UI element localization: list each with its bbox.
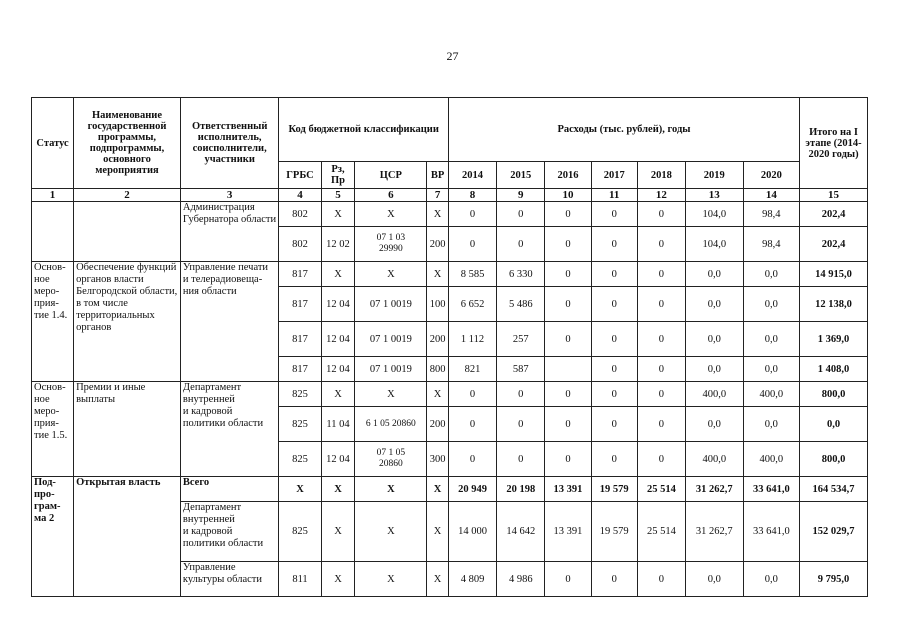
header-year: 2018 [637, 162, 685, 189]
value-cell: 0 [591, 202, 637, 227]
responsible-cell: Управление культуры области [180, 562, 279, 597]
total-cell: 12 138,0 [800, 287, 868, 322]
rz-pr-cell: 12 04 [321, 287, 355, 322]
header-status: Статус [32, 98, 74, 189]
value-cell: 0,0 [686, 287, 744, 322]
grbs-cell: 802 [279, 202, 321, 227]
rz-pr-cell: Х [321, 262, 355, 287]
value-cell: 0 [497, 442, 545, 477]
grbs-cell: 825 [279, 502, 321, 562]
column-number: 2 [74, 189, 181, 202]
value-cell: 400,0 [743, 442, 800, 477]
value-cell: 0 [637, 202, 685, 227]
value-cell: 0,0 [743, 262, 800, 287]
value-cell: 25 514 [637, 502, 685, 562]
rz-pr-cell: 12 02 [321, 227, 355, 262]
rz-pr-cell: Х [321, 202, 355, 227]
value-cell: 0 [545, 262, 591, 287]
value-cell: 104,0 [686, 227, 744, 262]
header-row [32, 98, 868, 162]
value-cell: 0 [448, 382, 496, 407]
table-row [32, 262, 868, 287]
value-cell: 0 [545, 382, 591, 407]
value-cell: 0 [591, 357, 637, 382]
table-row [32, 477, 868, 502]
column-number: 12 [637, 189, 685, 202]
csr-cell: Х [355, 477, 427, 502]
value-cell: 0 [637, 262, 685, 287]
value-cell: 0,0 [686, 407, 744, 442]
value-cell: 19 579 [591, 477, 637, 502]
responsible-cell: Всего [180, 477, 279, 502]
value-cell: 0,0 [743, 562, 800, 597]
budget-table [31, 97, 868, 597]
value-cell: 0 [637, 382, 685, 407]
value-cell: 14 000 [448, 502, 496, 562]
header-rz-pr: Рз, Пр [321, 162, 355, 189]
value-cell: 0 [637, 227, 685, 262]
value-cell: 821 [448, 357, 496, 382]
csr-cell: Х [355, 382, 427, 407]
value-cell: 400,0 [743, 382, 800, 407]
value-cell: 0 [497, 202, 545, 227]
value-cell: 0,0 [743, 287, 800, 322]
column-number: 1 [32, 189, 74, 202]
header-budget-code: Код бюджетной классификации [279, 98, 448, 162]
value-cell: 33 641,0 [743, 502, 800, 562]
status-cell: Основ- ное меро- прия- тие 1.5. [32, 382, 74, 477]
csr-cell: Х [355, 262, 427, 287]
column-numbers-row [32, 189, 868, 202]
header-responsible: Ответственный исполнитель, соисполнители, участники [180, 98, 279, 189]
rz-pr-cell: Х [321, 562, 355, 597]
column-number: 8 [448, 189, 496, 202]
value-cell: 0 [545, 442, 591, 477]
page-number: 27 [446, 49, 459, 63]
status-cell: Под- про- грам- ма 2 [32, 477, 74, 597]
csr-cell: 07 1 05 20860 [355, 442, 427, 477]
header-year: 2016 [545, 162, 591, 189]
value-cell: 4 809 [448, 562, 496, 597]
value-cell: 1 112 [448, 322, 496, 357]
value-cell: 0,0 [686, 357, 744, 382]
value-cell: 0 [591, 407, 637, 442]
vr-cell: Х [427, 262, 449, 287]
vr-cell: 200 [427, 322, 449, 357]
responsible-cell: Департамент внутренней и кадровой политики области [180, 502, 279, 562]
name-cell [74, 202, 181, 262]
header-grbs: ГРБС [279, 162, 321, 189]
header-csr: ЦСР [355, 162, 427, 189]
value-cell: 0 [448, 227, 496, 262]
grbs-cell: 817 [279, 357, 321, 382]
value-cell: 0,0 [743, 357, 800, 382]
value-cell: 8 585 [448, 262, 496, 287]
value-cell: 0 [591, 262, 637, 287]
header-year: 2020 [743, 162, 800, 189]
grbs-cell: 825 [279, 442, 321, 477]
total-cell: 202,4 [800, 227, 868, 262]
value-cell: 5 486 [497, 287, 545, 322]
csr-cell: Х [355, 202, 427, 227]
grbs-cell: Х [279, 477, 321, 502]
value-cell: 19 579 [591, 502, 637, 562]
value-cell: 400,0 [686, 382, 744, 407]
value-cell: 0 [591, 287, 637, 322]
column-number: 10 [545, 189, 591, 202]
value-cell: 31 262,7 [686, 502, 744, 562]
total-cell: 800,0 [800, 382, 868, 407]
csr-cell: Х [355, 502, 427, 562]
csr-cell: 07 1 0019 [355, 357, 427, 382]
value-cell: 0,0 [686, 322, 744, 357]
column-number: 11 [591, 189, 637, 202]
csr-cell: 07 1 0019 [355, 287, 427, 322]
column-number: 4 [279, 189, 321, 202]
rz-pr-cell: Х [321, 477, 355, 502]
header-year: 2015 [497, 162, 545, 189]
header-name: Наименование государственной программы, подпрограммы, основного мероприятия [74, 98, 181, 189]
header-year: 2019 [686, 162, 744, 189]
vr-cell: Х [427, 477, 449, 502]
value-cell: 6 330 [497, 262, 545, 287]
header-total: Итого на I этапе (2014-2020 годы) [800, 98, 868, 189]
total-cell: 164 534,7 [800, 477, 868, 502]
grbs-cell: 817 [279, 287, 321, 322]
value-cell: 0 [591, 442, 637, 477]
column-number: 6 [355, 189, 427, 202]
value-cell: 0 [637, 562, 685, 597]
value-cell: 31 262,7 [686, 477, 744, 502]
value-cell: 0 [497, 382, 545, 407]
value-cell: 0 [591, 322, 637, 357]
name-cell: Обеспечение функций органов власти Белгородской области, в том числе территориальных органов [74, 262, 181, 382]
value-cell: 400,0 [686, 442, 744, 477]
name-cell: Премии и иные выплаты [74, 382, 181, 477]
rz-pr-cell: 12 04 [321, 322, 355, 357]
table-row [32, 382, 868, 407]
column-number: 9 [497, 189, 545, 202]
vr-cell: Х [427, 202, 449, 227]
value-cell: 587 [497, 357, 545, 382]
rz-pr-cell: Х [321, 382, 355, 407]
vr-cell: 200 [427, 407, 449, 442]
value-cell: 13 391 [545, 502, 591, 562]
column-number: 7 [427, 189, 449, 202]
column-number: 15 [800, 189, 868, 202]
rz-pr-cell: Х [321, 502, 355, 562]
header-year: 2014 [448, 162, 496, 189]
grbs-cell: 817 [279, 262, 321, 287]
value-cell: 33 641,0 [743, 477, 800, 502]
value-cell [545, 357, 591, 382]
value-cell: 0 [637, 287, 685, 322]
value-cell: 20 198 [497, 477, 545, 502]
column-number: 14 [743, 189, 800, 202]
total-cell: 202,4 [800, 202, 868, 227]
total-cell: 1 408,0 [800, 357, 868, 382]
value-cell: 0 [591, 562, 637, 597]
value-cell: 14 642 [497, 502, 545, 562]
rz-pr-cell: 12 04 [321, 442, 355, 477]
value-cell: 0 [637, 322, 685, 357]
total-cell: 14 915,0 [800, 262, 868, 287]
value-cell: 0 [448, 442, 496, 477]
value-cell: 0 [545, 287, 591, 322]
vr-cell: 800 [427, 357, 449, 382]
vr-cell: 200 [427, 227, 449, 262]
value-cell: 0 [545, 562, 591, 597]
value-cell: 0 [448, 407, 496, 442]
value-cell: 0 [448, 202, 496, 227]
total-cell: 9 795,0 [800, 562, 868, 597]
value-cell: 25 514 [637, 477, 685, 502]
header-year: 2017 [591, 162, 637, 189]
value-cell: 257 [497, 322, 545, 357]
value-cell: 0,0 [743, 407, 800, 442]
value-cell: 98,4 [743, 227, 800, 262]
value-cell: 0,0 [743, 322, 800, 357]
value-cell: 98,4 [743, 202, 800, 227]
vr-cell: 300 [427, 442, 449, 477]
value-cell: 4 986 [497, 562, 545, 597]
value-cell: 0 [497, 407, 545, 442]
status-cell: Основ- ное меро- прия- тие 1.4. [32, 262, 74, 382]
grbs-cell: 817 [279, 322, 321, 357]
value-cell: 0 [545, 202, 591, 227]
value-cell: 0,0 [686, 562, 744, 597]
total-cell: 800,0 [800, 442, 868, 477]
csr-cell: 07 1 0019 [355, 322, 427, 357]
grbs-cell: 811 [279, 562, 321, 597]
csr-cell: Х [355, 562, 427, 597]
csr-cell: 07 1 03 29990 [355, 227, 427, 262]
value-cell: 0 [497, 227, 545, 262]
value-cell: 0 [637, 407, 685, 442]
vr-cell: Х [427, 382, 449, 407]
vr-cell: Х [427, 562, 449, 597]
responsible-cell: Департамент внутренней и кадровой политики области [180, 382, 279, 477]
table-row [32, 202, 868, 227]
value-cell: 0 [545, 407, 591, 442]
value-cell: 0 [637, 357, 685, 382]
value-cell: 0 [591, 227, 637, 262]
responsible-cell: Управление печати и телерадиовеща- ния области [180, 262, 279, 382]
value-cell: 0 [591, 382, 637, 407]
column-number: 3 [180, 189, 279, 202]
value-cell: 0,0 [686, 262, 744, 287]
vr-cell: Х [427, 502, 449, 562]
responsible-cell: Администрация Губернатора области [180, 202, 279, 262]
total-cell: 1 369,0 [800, 322, 868, 357]
rz-pr-cell: 12 04 [321, 357, 355, 382]
value-cell: 0 [545, 322, 591, 357]
value-cell: 20 949 [448, 477, 496, 502]
grbs-cell: 802 [279, 227, 321, 262]
grbs-cell: 825 [279, 382, 321, 407]
column-number: 5 [321, 189, 355, 202]
name-cell: Открытая власть [74, 477, 181, 597]
value-cell: 6 652 [448, 287, 496, 322]
total-cell: 152 029,7 [800, 502, 868, 562]
value-cell: 13 391 [545, 477, 591, 502]
value-cell: 0 [545, 227, 591, 262]
header-vr: ВР [427, 162, 449, 189]
column-number: 13 [686, 189, 744, 202]
vr-cell: 100 [427, 287, 449, 322]
value-cell: 104,0 [686, 202, 744, 227]
rz-pr-cell: 11 04 [321, 407, 355, 442]
total-cell: 0,0 [800, 407, 868, 442]
status-cell [32, 202, 74, 262]
value-cell: 0 [637, 442, 685, 477]
grbs-cell: 825 [279, 407, 321, 442]
header-expenses: Расходы (тыс. рублей), годы [448, 98, 799, 162]
csr-cell: 6 1 05 20860 [355, 407, 427, 442]
